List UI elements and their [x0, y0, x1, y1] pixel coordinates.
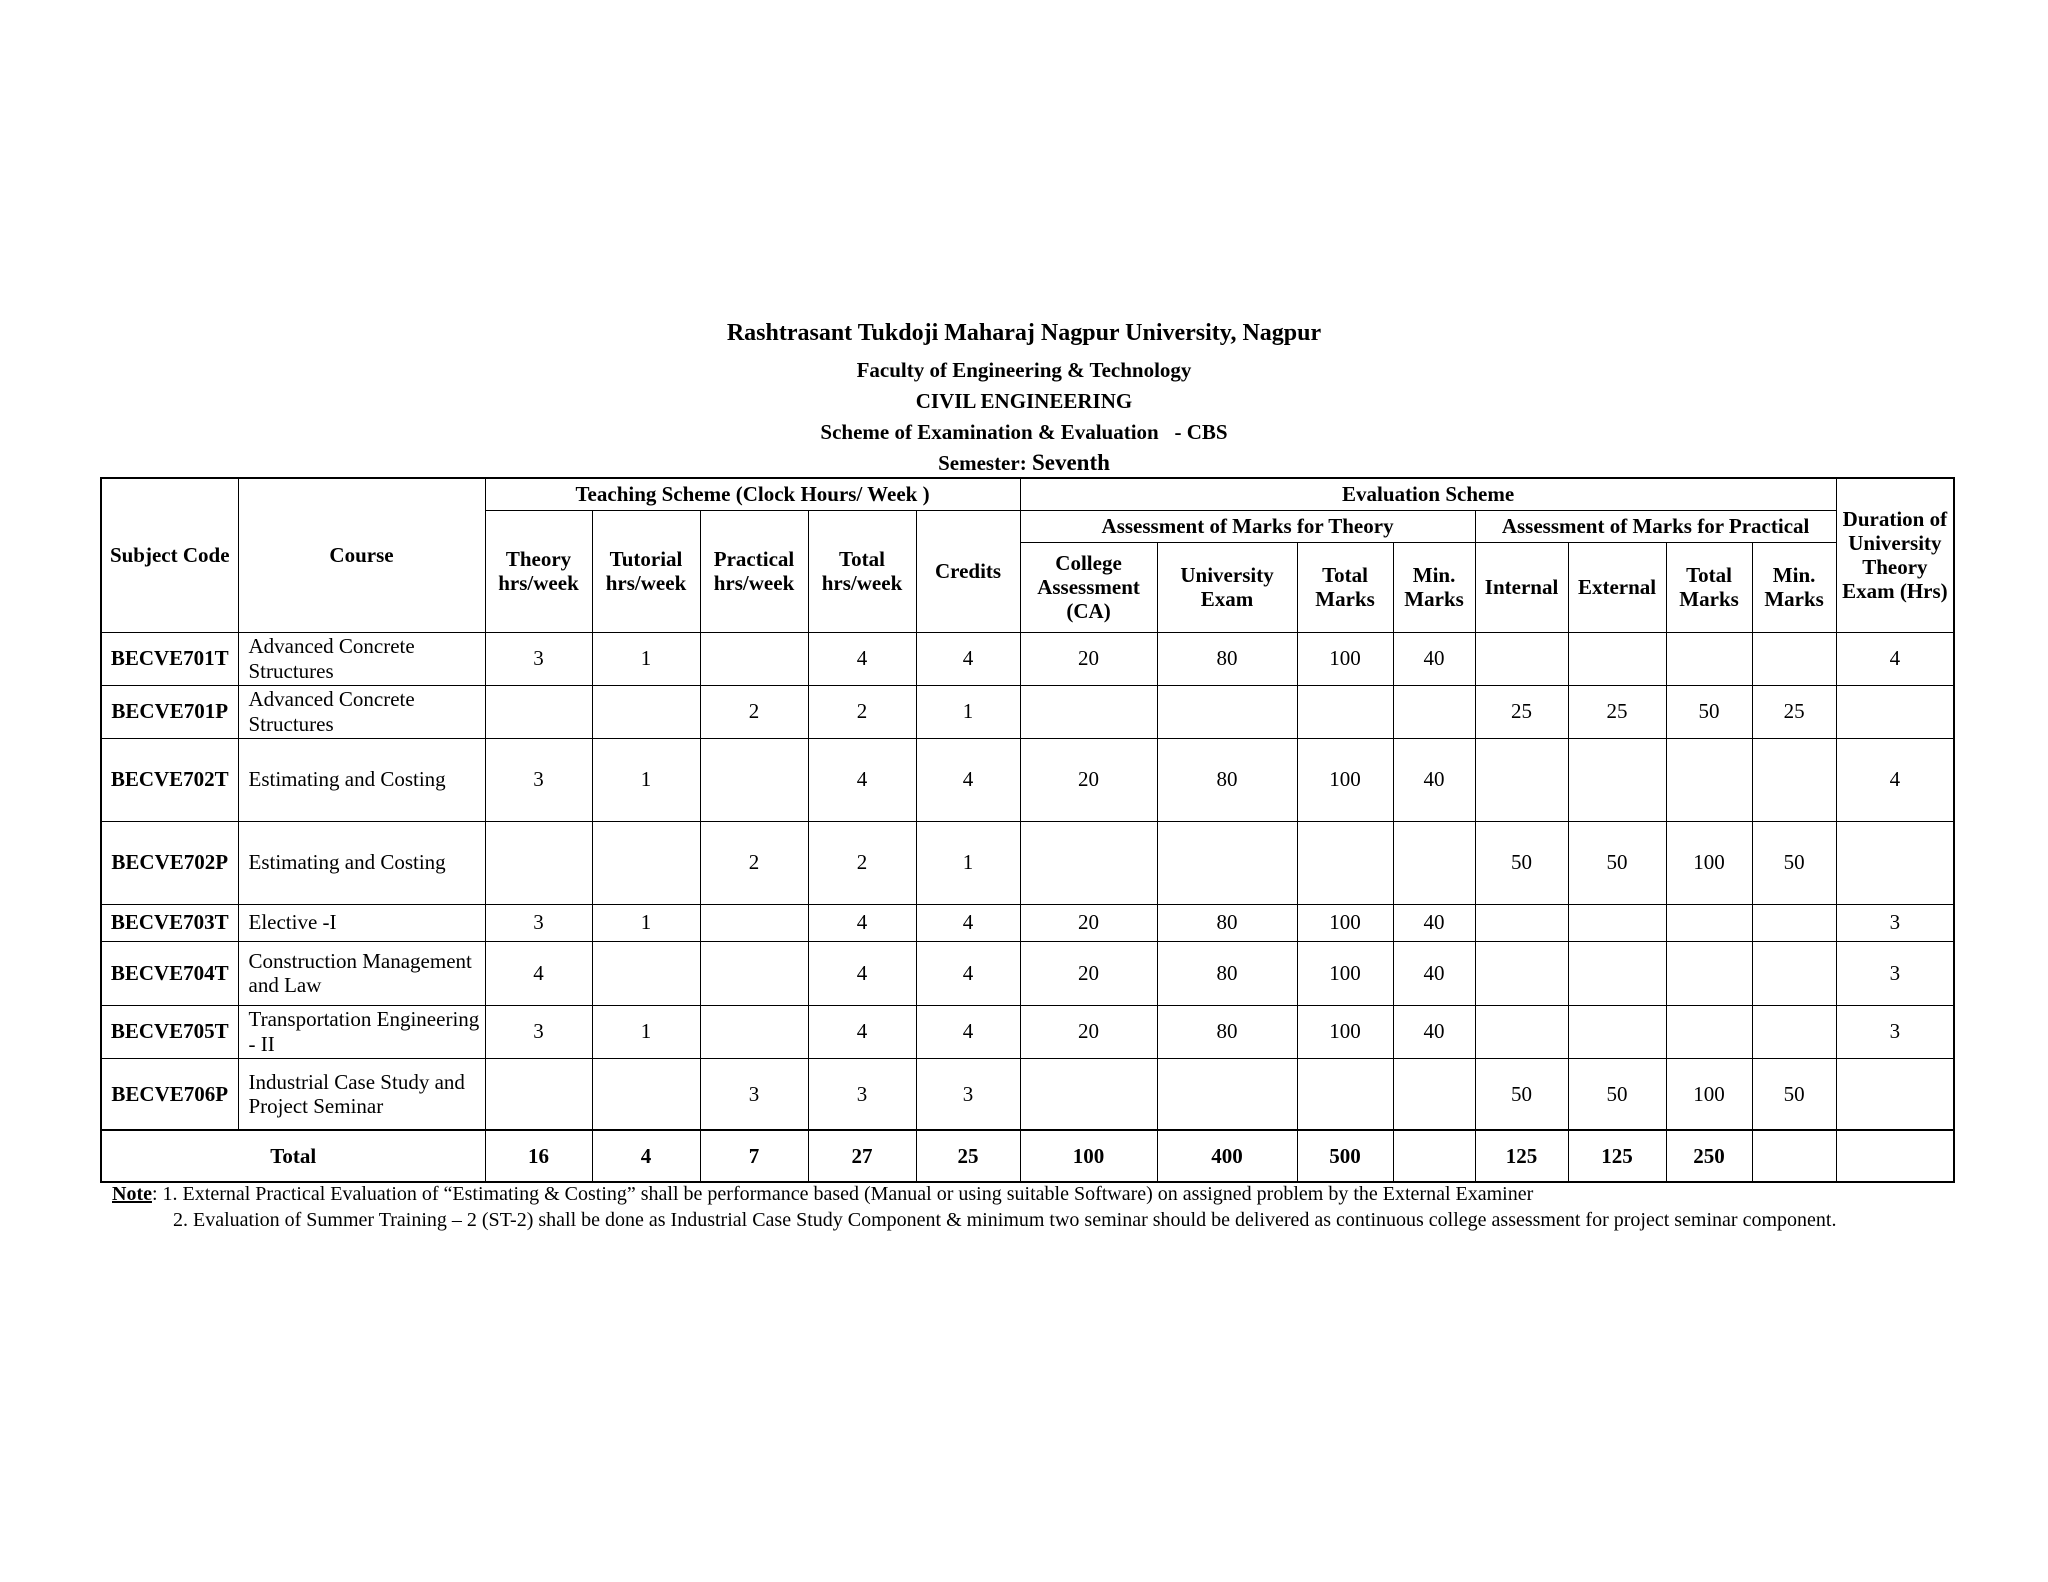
subject-code-cell: BECVE703T: [101, 904, 238, 941]
credits-cell: 4: [916, 904, 1020, 941]
uni-cell: [1157, 685, 1297, 738]
ca-cell: 20: [1020, 941, 1157, 1005]
duration-cell: [1836, 685, 1954, 738]
internal-cell: [1475, 904, 1568, 941]
scheme-title: Scheme of Examination & Evaluation - CBS: [820, 420, 1228, 444]
theory-cell: 3: [485, 1005, 592, 1058]
pmm-cell: [1752, 738, 1836, 821]
table-row: [101, 821, 1954, 904]
uni-cell: [1157, 821, 1297, 904]
th-theory-hrs: Theory hrs/week: [485, 510, 592, 632]
ptm-cell: [1666, 1005, 1752, 1058]
course-name-cell: Transportation Engineering - II: [238, 1005, 485, 1058]
practical-cell: [700, 632, 808, 685]
tm-cell: 100: [1297, 632, 1393, 685]
tm-cell: 100: [1297, 941, 1393, 1005]
internal-cell: [1475, 738, 1568, 821]
course-name-cell: Estimating and Costing: [238, 821, 485, 904]
external-cell: 50: [1568, 1058, 1666, 1130]
subject-code-cell: BECVE702P: [101, 821, 238, 904]
ptm-cell: 100: [1666, 821, 1752, 904]
credits-cell: 1: [916, 821, 1020, 904]
tutorial-cell: [592, 1058, 700, 1130]
duration-cell: 4: [1836, 738, 1954, 821]
internal-cell: 25: [1475, 685, 1568, 738]
external-cell: [1568, 1005, 1666, 1058]
credits-cell: 4: [916, 941, 1020, 1005]
total-cell: 2: [808, 685, 916, 738]
course-name-cell: Advanced Concrete Structures: [238, 685, 485, 738]
note-block: [112, 1181, 1942, 1233]
total-cell: 4: [808, 904, 916, 941]
total-cell: 4: [808, 632, 916, 685]
course-name-cell: Estimating and Costing: [238, 738, 485, 821]
th-evaluation-scheme: Evaluation Scheme: [1020, 478, 1836, 510]
total-cell: 4: [808, 1005, 916, 1058]
uni-cell: 80: [1157, 904, 1297, 941]
practical-cell: 2: [700, 685, 808, 738]
pmm-cell: [1752, 904, 1836, 941]
total-row: [101, 1130, 1954, 1182]
th-duration: Duration of University Theory Exam (Hrs): [1836, 478, 1954, 632]
ptm-cell: [1666, 941, 1752, 1005]
th-total-hrs: Total hrs/week: [808, 510, 916, 632]
total-label: Total: [101, 1130, 485, 1182]
scheme-table: [100, 477, 1955, 1183]
tm-cell: 100: [1297, 904, 1393, 941]
theory-cell: 3: [485, 738, 592, 821]
theory-cell: [485, 821, 592, 904]
subject-code-cell: BECVE706P: [101, 1058, 238, 1130]
branch-title: CIVIL ENGINEERING: [915, 389, 1133, 413]
credits-cell: 1: [916, 685, 1020, 738]
semester-value: Seventh: [1031, 450, 1110, 475]
course-name-cell: Industrial Case Study and Project Seminar: [238, 1058, 485, 1130]
practical-cell: 3: [700, 1058, 808, 1130]
total-ptm: 250: [1666, 1130, 1752, 1182]
ptm-cell: [1666, 632, 1752, 685]
credits-cell: 3: [916, 1058, 1020, 1130]
tm-cell: 100: [1297, 738, 1393, 821]
ca-cell: [1020, 1058, 1157, 1130]
total-duration: [1836, 1130, 1954, 1182]
credits-cell: 4: [916, 1005, 1020, 1058]
note-text-1: : 1. External Practical Evaluation of “Estimating & Costing” shall be performance based (Manual or using suitable Software) on assigned problem by the External Examiner: [151, 1183, 1534, 1205]
uni-cell: 80: [1157, 1005, 1297, 1058]
th-college-assessment: College Assessment (CA): [1020, 542, 1157, 632]
course-name-cell: Elective -I: [238, 904, 485, 941]
practical-cell: [700, 941, 808, 1005]
external-cell: 25: [1568, 685, 1666, 738]
tm-cell: [1297, 1058, 1393, 1130]
total-cell: 2: [808, 821, 916, 904]
total-practical: 7: [700, 1130, 808, 1182]
internal-cell: [1475, 941, 1568, 1005]
tutorial-cell: 1: [592, 632, 700, 685]
subject-code-cell: BECVE705T: [101, 1005, 238, 1058]
pmm-cell: [1752, 941, 1836, 1005]
total-cell: 3: [808, 1058, 916, 1130]
duration-cell: 4: [1836, 632, 1954, 685]
external-cell: [1568, 632, 1666, 685]
ptm-cell: [1666, 904, 1752, 941]
tutorial-cell: [592, 941, 700, 1005]
ptm-cell: 50: [1666, 685, 1752, 738]
th-external: External: [1568, 542, 1666, 632]
note-line-1: [112, 1181, 1942, 1207]
tutorial-cell: 1: [592, 904, 700, 941]
th-credits: Credits: [916, 510, 1020, 632]
external-cell: 50: [1568, 821, 1666, 904]
mm-cell: 40: [1393, 941, 1475, 1005]
total-tm: 500: [1297, 1130, 1393, 1182]
th-min-marks-practical: Min. Marks: [1752, 542, 1836, 632]
th-theory-assessment: Assessment of Marks for Theory: [1020, 510, 1475, 542]
uni-cell: 80: [1157, 941, 1297, 1005]
theory-cell: 4: [485, 941, 592, 1005]
note-line-2: 2. Evaluation of Summer Training – 2 (ST-2) shall be done as Industrial Case Study Component & minimum two seminar should be delivered as continuous college assessment for project seminar component.: [173, 1209, 1837, 1231]
subject-code-cell: BECVE704T: [101, 941, 238, 1005]
total-credits: 25: [916, 1130, 1020, 1182]
tm-cell: [1297, 685, 1393, 738]
note-label: Note: [112, 1183, 152, 1205]
header-row-1: [101, 478, 1954, 510]
subject-code-cell: BECVE701P: [101, 685, 238, 738]
th-course: Course: [238, 478, 485, 632]
duration-cell: 3: [1836, 904, 1954, 941]
total-mm: [1393, 1130, 1475, 1182]
duration-cell: 3: [1836, 941, 1954, 1005]
total-uni: 400: [1157, 1130, 1297, 1182]
theory-cell: [485, 1058, 592, 1130]
total-pmm: [1752, 1130, 1836, 1182]
theory-cell: [485, 685, 592, 738]
practical-cell: [700, 1005, 808, 1058]
table-row: [101, 904, 1954, 941]
university-title: Rashtrasant Tukdoji Maharaj Nagpur University, Nagpur: [726, 320, 1322, 346]
total-ca: 100: [1020, 1130, 1157, 1182]
course-name-cell: Advanced Concrete Structures: [238, 632, 485, 685]
total-internal: 125: [1475, 1130, 1568, 1182]
theory-cell: 3: [485, 904, 592, 941]
ca-cell: [1020, 685, 1157, 738]
practical-cell: [700, 738, 808, 821]
total-cell: 4: [808, 941, 916, 1005]
total-hrs: 27: [808, 1130, 916, 1182]
th-tutorial-hrs: Tutorial hrs/week: [592, 510, 700, 632]
th-university-exam: University Exam: [1157, 542, 1297, 632]
th-subject-code: Subject Code: [101, 478, 238, 632]
table-row: [101, 1058, 1954, 1130]
mm-cell: 40: [1393, 738, 1475, 821]
practical-cell: 2: [700, 821, 808, 904]
total-cell: 4: [808, 738, 916, 821]
th-min-marks-theory: Min. Marks: [1393, 542, 1475, 632]
mm-cell: 40: [1393, 904, 1475, 941]
th-teaching-scheme: Teaching Scheme (Clock Hours/ Week ): [485, 478, 1020, 510]
tutorial-cell: 1: [592, 1005, 700, 1058]
external-cell: [1568, 904, 1666, 941]
pmm-cell: [1752, 1005, 1836, 1058]
uni-cell: [1157, 1058, 1297, 1130]
ca-cell: 20: [1020, 904, 1157, 941]
tutorial-cell: [592, 821, 700, 904]
ca-cell: [1020, 821, 1157, 904]
table-row: [101, 1005, 1954, 1058]
credits-cell: 4: [916, 632, 1020, 685]
tm-cell: 100: [1297, 1005, 1393, 1058]
th-practical-assessment: Assessment of Marks for Practical: [1475, 510, 1836, 542]
tutorial-cell: [592, 685, 700, 738]
duration-cell: [1836, 1058, 1954, 1130]
total-theory: 16: [485, 1130, 592, 1182]
th-practical-hrs: Practical hrs/week: [700, 510, 808, 632]
th-internal: Internal: [1475, 542, 1568, 632]
th-total-marks-theory: Total Marks: [1297, 542, 1393, 632]
internal-cell: 50: [1475, 1058, 1568, 1130]
ptm-cell: 100: [1666, 1058, 1752, 1130]
semester-label: Semester:: [938, 451, 1027, 475]
pmm-cell: 50: [1752, 1058, 1836, 1130]
mm-cell: [1393, 1058, 1475, 1130]
theory-cell: 3: [485, 632, 592, 685]
uni-cell: 80: [1157, 738, 1297, 821]
table-row: [101, 738, 1954, 821]
duration-cell: [1836, 821, 1954, 904]
table-row: [101, 632, 1954, 685]
internal-cell: [1475, 1005, 1568, 1058]
subject-code-cell: BECVE702T: [101, 738, 238, 821]
duration-cell: 3: [1836, 1005, 1954, 1058]
subject-code-cell: BECVE701T: [101, 632, 238, 685]
total-tutorial: 4: [592, 1130, 700, 1182]
tutorial-cell: 1: [592, 738, 700, 821]
internal-cell: [1475, 632, 1568, 685]
mm-cell: 40: [1393, 632, 1475, 685]
total-external: 125: [1568, 1130, 1666, 1182]
mm-cell: [1393, 821, 1475, 904]
pmm-cell: 50: [1752, 821, 1836, 904]
ca-cell: 20: [1020, 632, 1157, 685]
pmm-cell: [1752, 632, 1836, 685]
table-row: [101, 685, 1954, 738]
credits-cell: 4: [916, 738, 1020, 821]
external-cell: [1568, 738, 1666, 821]
table-row: [101, 941, 1954, 1005]
external-cell: [1568, 941, 1666, 1005]
ptm-cell: [1666, 738, 1752, 821]
ca-cell: 20: [1020, 738, 1157, 821]
semester-title: [0, 450, 2048, 476]
internal-cell: 50: [1475, 821, 1568, 904]
tm-cell: [1297, 821, 1393, 904]
faculty-title: Faculty of Engineering & Technology: [856, 358, 1192, 382]
course-name-cell: Construction Management and Law: [238, 941, 485, 1005]
uni-cell: 80: [1157, 632, 1297, 685]
mm-cell: 40: [1393, 1005, 1475, 1058]
ca-cell: 20: [1020, 1005, 1157, 1058]
mm-cell: [1393, 685, 1475, 738]
th-total-marks-practical: Total Marks: [1666, 542, 1752, 632]
pmm-cell: 25: [1752, 685, 1836, 738]
practical-cell: [700, 904, 808, 941]
